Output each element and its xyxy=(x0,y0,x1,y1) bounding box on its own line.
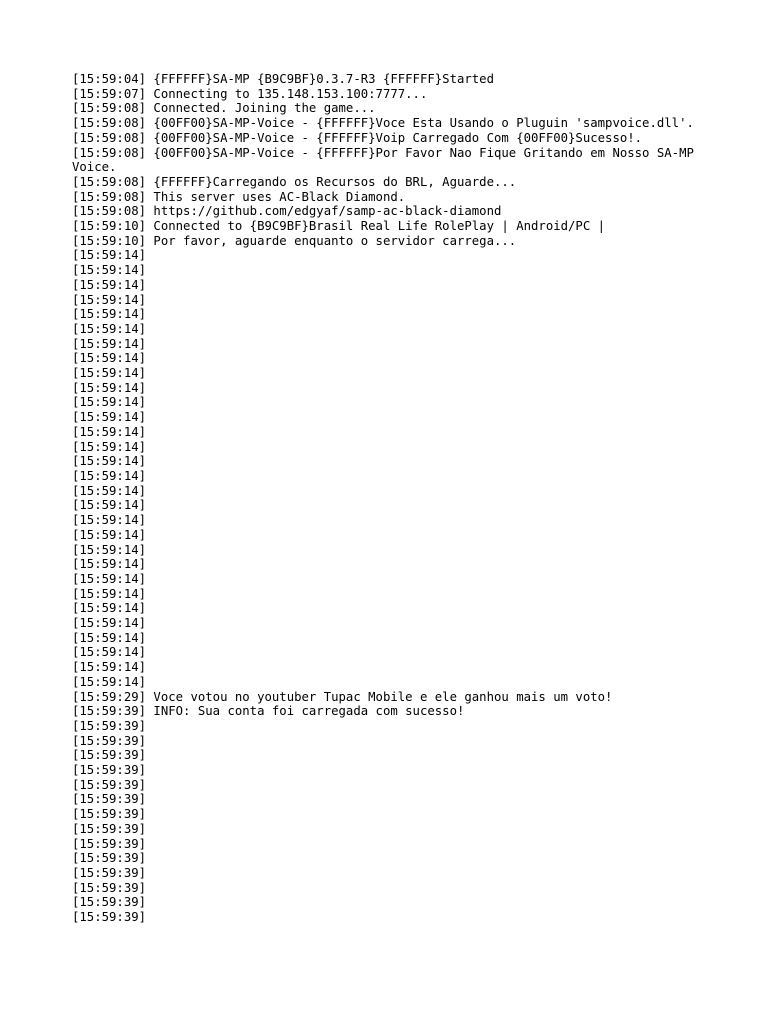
log-line: [15:59:39] xyxy=(72,807,147,822)
log-line: [15:59:08] Connected. Joining the game... xyxy=(72,101,376,116)
log-line: [15:59:39] xyxy=(72,718,147,733)
log-line: [15:59:14] xyxy=(72,395,147,410)
log-line: [15:59:14] xyxy=(72,248,147,263)
log-line: [15:59:08] This server uses AC-Black Diamond. xyxy=(72,189,406,204)
log-line: [15:59:14] xyxy=(72,468,147,483)
log-line: [15:59:39] xyxy=(72,865,147,880)
log-line: [15:59:14] xyxy=(72,351,147,366)
log-line: [15:59:14] xyxy=(72,307,147,322)
log-line: [15:59:39] xyxy=(72,880,147,895)
log-line: [15:59:08] {FFFFFF}Carregando os Recursos do BRL, Aguarde... xyxy=(72,174,517,189)
log-line: [15:59:14] xyxy=(72,601,147,616)
log-line: [15:59:08] https://github.com/edgyaf/samp-ac-black-diamond xyxy=(72,204,502,219)
log-line: [15:59:29] Voce votou no youtuber Tupac Mobile e ele ganhou mais um voto! xyxy=(72,689,613,704)
log-line: [15:59:14] xyxy=(72,483,147,498)
log-line: [15:59:14] xyxy=(72,674,147,689)
log-line: [15:59:14] xyxy=(72,660,147,675)
log-line: [15:59:14] xyxy=(72,630,147,645)
chat-log xyxy=(72,72,702,925)
log-line: [15:59:14] xyxy=(72,336,147,351)
log-line: [15:59:14] xyxy=(72,513,147,528)
log-line: [15:59:14] xyxy=(72,616,147,631)
log-line: [15:59:39] xyxy=(72,792,147,807)
log-line: [15:59:07] Connecting to 135.148.153.100:7777... xyxy=(72,86,428,101)
log-line: [15:59:14] xyxy=(72,439,147,454)
log-line: [15:59:14] xyxy=(72,557,147,572)
log-line: [15:59:39] INFO: Sua conta foi carregada com sucesso! xyxy=(72,704,465,719)
log-line: [15:59:14] xyxy=(72,321,147,336)
log-line: [15:59:04] {FFFFFF}SA-MP {B9C9BF}0.3.7-R3 {FFFFFF}Started xyxy=(72,72,494,86)
log-line: [15:59:14] xyxy=(72,498,147,513)
log-line: [15:59:14] xyxy=(72,424,147,439)
log-line: [15:59:39] xyxy=(72,821,147,836)
log-line: [15:59:39] xyxy=(72,763,147,778)
log-line: [15:59:39] xyxy=(72,733,147,748)
log-line: [15:59:14] xyxy=(72,571,147,586)
log-line: [15:59:14] xyxy=(72,645,147,660)
log-line: [15:59:39] xyxy=(72,910,147,925)
log-line: [15:59:14] xyxy=(72,292,147,307)
log-line: [15:59:14] xyxy=(72,586,147,601)
log-line: [15:59:08] {00FF00}SA-MP-Voice - {FFFFFF}Voce Esta Usando o Pluguin 'sampvoice.dll'. xyxy=(72,116,694,131)
log-line: [15:59:10] Por favor, aguarde enquanto o servidor carrega... xyxy=(72,233,517,248)
log-line: [15:59:39] xyxy=(72,777,147,792)
log-line: [15:59:14] xyxy=(72,527,147,542)
log-line: [15:59:39] xyxy=(72,836,147,851)
log-line: [15:59:14] xyxy=(72,263,147,278)
log-line: [15:59:39] xyxy=(72,748,147,763)
log-line: [15:59:08] {00FF00}SA-MP-Voice - {FFFFFF}Voip Carregado Com {00FF00}Sucesso!. xyxy=(72,130,643,145)
log-line: [15:59:14] xyxy=(72,277,147,292)
log-line: [15:59:14] xyxy=(72,410,147,425)
log-line: [15:59:14] xyxy=(72,542,147,557)
log-line: [15:59:10] Connected to {B9C9BF}Brasil Real Life RolePlay | Android/PC | xyxy=(72,219,606,234)
log-line: [15:59:39] xyxy=(72,851,147,866)
log-line: [15:59:08] {00FF00}SA-MP-Voice - {FFFFFF}Por Favor Nao Fique Gritando em Nosso SA-MP Voice. xyxy=(72,145,702,175)
log-line: [15:59:14] xyxy=(72,366,147,381)
log-line: [15:59:14] xyxy=(72,380,147,395)
log-line: [15:59:14] xyxy=(72,454,147,469)
log-line: [15:59:39] xyxy=(72,895,147,910)
